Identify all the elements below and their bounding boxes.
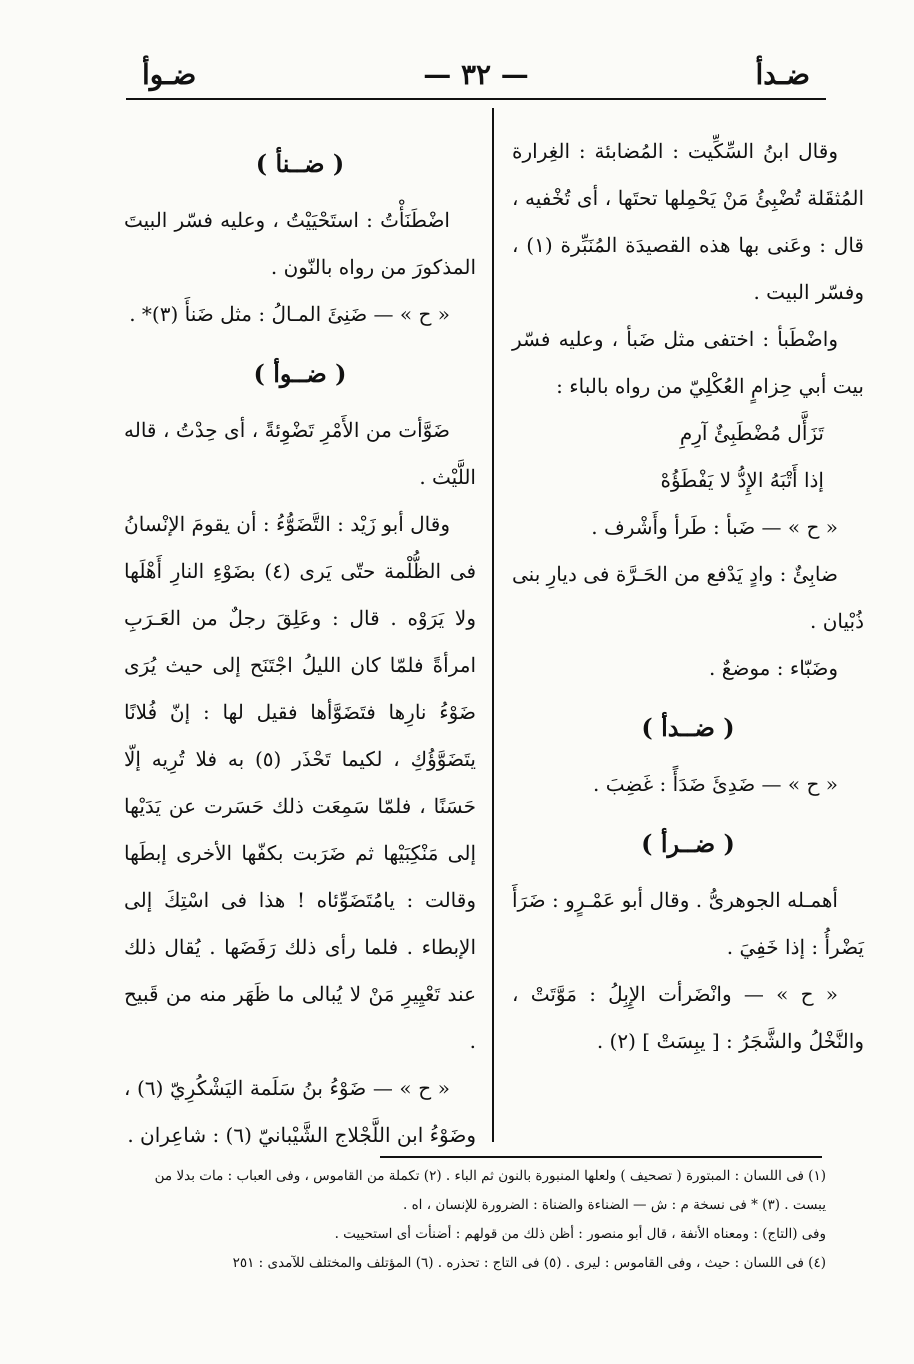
- right-column: [512, 128, 864, 1065]
- paragraph: ضابِئٌ : وادٍ يَدْفع من الحَـرَّة فى ديارِ بنى ذُبْيان .: [512, 562, 864, 633]
- header-right-word: ضـدأ: [755, 58, 810, 91]
- paragraph: « ح » — ضَدِئَ ضَدَأً : غَضِبَ .: [593, 772, 838, 796]
- paragraph: وقال أبو زَيْد : التَّضَوُّءُ : أن يقومَ الإنْسانُ فى الظُّلْمة حتّى يَرى (٤) بضَوْءِ النارِ أَهْلَها ولا يَرَوْه . قال : وعَلِقَ رجلٌ من العَـرَبِ امرأةً فلمّا كان الليلُ اجْتَنَح إلى حيث يُرَى ضَوْءُ نارِها فتَضَوَّأها فقيل لها : إنّ فُلانًا يتَضَوَّؤُكِ ، لكيما تَحْذَر (٥) به فلا تُرِيه إلّا حَسَنًا ، فلمّا سَمِعَت ذلك حَسَرت عن يَدَيْها إلى مَنْكِبَيْها ثم ضَرَبت بكفّها الأخرى إبطَها وقالت : يامُتَضَوِّئاه ! هذا فى اسْتِكَ إلى الإبطاء . فلما رأى ذلك رَفَضَها . يُقال ذلك عند تَعْيِيرِ مَنْ لا يُبالى ما ظَهَر منه من قَبيح .: [124, 512, 477, 1053]
- paragraph: أهمـله الجوهرىُّ . وقال أبو عَمْـرٍو : ضَرَأَ يَضْرأُ : إذا خَفِيَ .: [512, 888, 864, 959]
- paragraph: اضْطَنَأْتُ : استَحْيَيْتُ ، وعليه فسّر البيتَ المذكورَ من رواه بالنّون .: [124, 208, 476, 279]
- paragraph: ضَوَّأت من الأَمْرِ تَضْوِئةً ، أى حِدْتُ ، قاله اللَّيْث .: [124, 418, 476, 489]
- paragraph: واضْطَبأ : اختفى مثل ضَبأ ، وعليه فسّر بيت أبي حِزامٍ العُكْلِيّ من رواه بالباء :: [512, 327, 864, 398]
- header-rule: [126, 98, 826, 100]
- paragraph: « ح » — ضَنِئَ المـالُ : مثل ضَنأَ (٣)* .: [129, 302, 450, 326]
- footnote-line: (١) فى اللسان : المبتورة ( تصحيف ) ولعلها المنبورة بالنون ثم الباء . (٢) تكملة من القاموس ، وفى العباب : مات بدلا من يبست . (٣) * فى نسخة م : ش — الضناءة والضناة : الضرورة للإنسان ، اه .: [154, 1168, 826, 1213]
- footnotes: [126, 1162, 826, 1278]
- header-left-word: ضـوأ: [142, 58, 197, 91]
- paragraph: وقال ابنُ السِّكِّيت : المُضابئة : الغِرارة المُثقَلة تُضْبِئُ مَنْ يَحْمِلها تحتَها ، أى تُخْفيه ، قال : وعَنى بها هذه القصيدَة المُنَبِّرة (١) ، وفسّر البيت .: [512, 139, 864, 304]
- entry-heading: ( ضــوأ ): [253, 359, 347, 388]
- verse-line: تَزَأَّل مُضْطَبِئٌ آرِمِ: [679, 421, 824, 445]
- footnote-rule: [380, 1156, 822, 1158]
- paragraph: « ح » — وانْضَرأت الإِبِلُ : مَوَّتَتْ ، والنَّخْلُ والشَّجَرُ : [ يبِسَتْ ] (٢) .: [512, 982, 864, 1053]
- left-column: [124, 128, 476, 1159]
- column-divider: [492, 108, 494, 1142]
- entry-heading: ( ضــنأ ): [255, 149, 345, 178]
- entry-heading: ( ضــرأ ): [641, 829, 735, 858]
- verse-line: إذا أَتْبَهُ الإِدُّ لا يَفْطَؤُهْ: [660, 468, 824, 492]
- footnote-line: وفى (التاج) : ومعناه الأنفة ، قال أبو منصور : أظن ذلك من قولهم : أضنأت أى استحييت .: [334, 1226, 826, 1242]
- page-number: — ٣٢ —: [423, 58, 529, 91]
- paragraph: وضَبّاء : موضعٌ .: [708, 656, 838, 680]
- footnote-line: (٤) فى اللسان : حيث ، وفى القاموس : ليرى . (٥) فى التاج : تحذره . (٦) المؤتلف والمختلف للآمدى : ٢٥١: [232, 1255, 826, 1271]
- entry-heading: ( ضــدأ ): [641, 713, 735, 742]
- paragraph: « ح » — ضَبأ : طَرأ وأَشْرف .: [591, 515, 838, 539]
- page-header: [126, 52, 826, 92]
- paragraph: « ح » — ضَوْءُ بنُ سَلَمة اليَشْكُرِيّ (٦) ، وضَوْءُ ابن اللَّجْلاج الشَّيْبانيّ (٦) : شاعِران .: [124, 1076, 476, 1147]
